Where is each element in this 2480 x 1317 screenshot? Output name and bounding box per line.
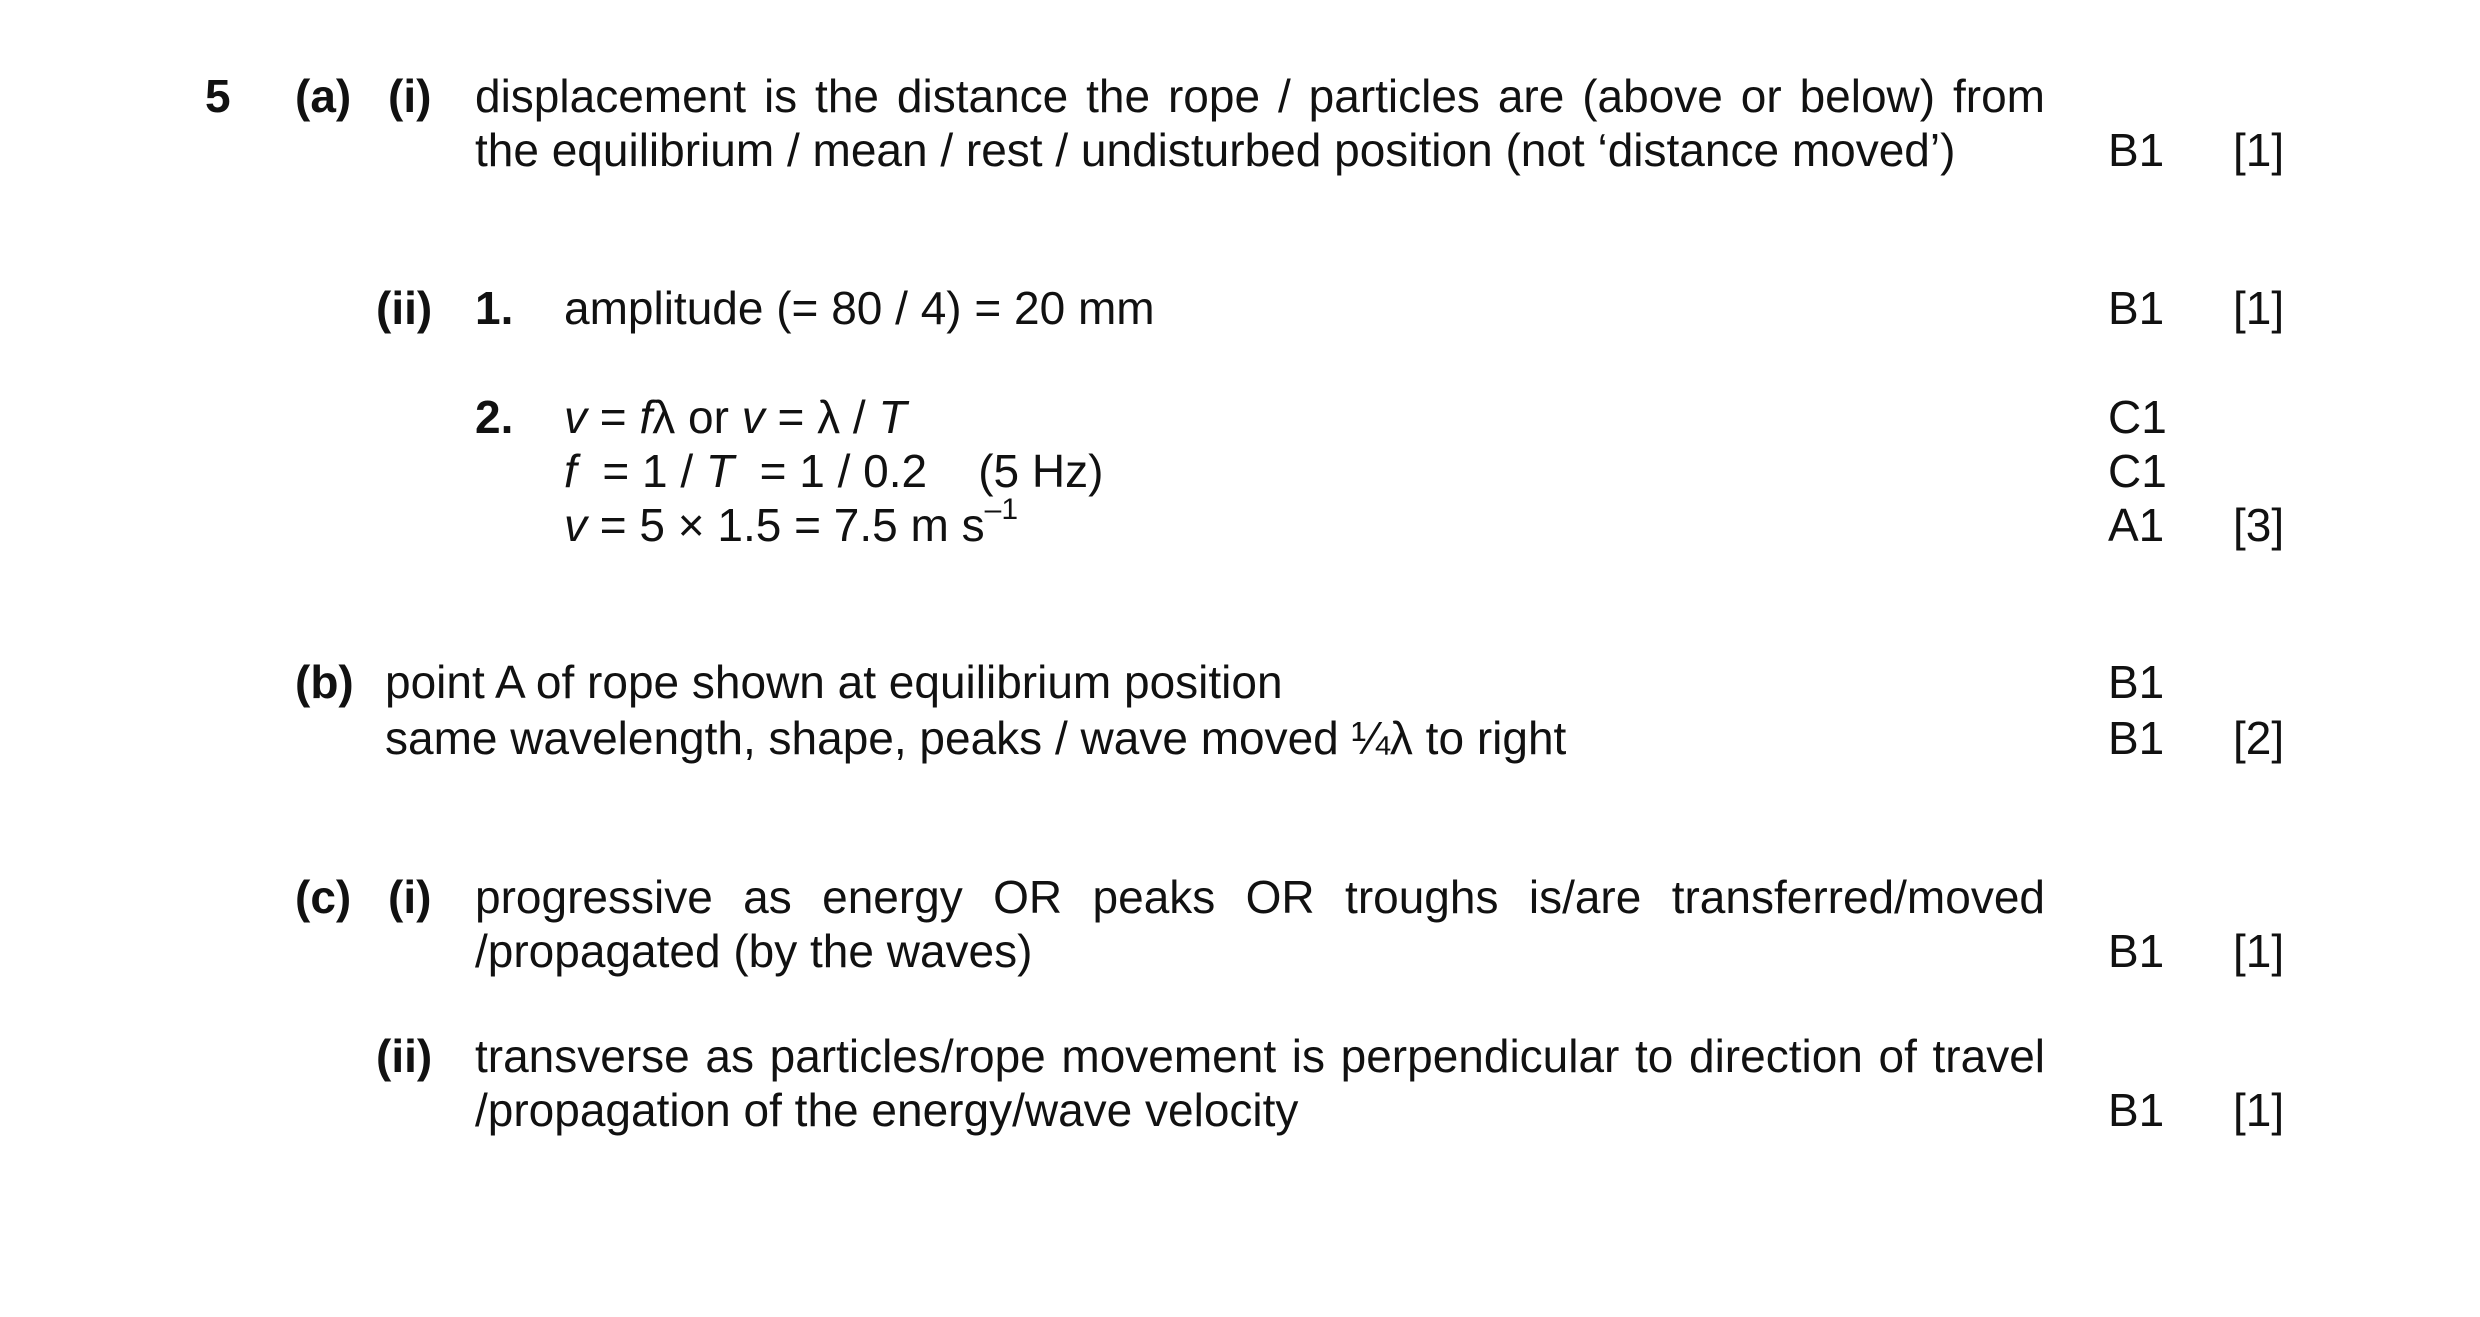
symbol-T: T [878, 391, 907, 443]
frequency-eq: = 1 / [576, 445, 706, 497]
slash: / [840, 391, 879, 443]
part-c-ii-line2: /propagation of the energy/wave velocity [475, 1084, 1299, 1136]
part-a-i-total: [1] [2233, 124, 2285, 176]
amplitude-answer: amplitude (= 80 / 4) = 20 mm [564, 282, 1155, 334]
symbol-v: v [741, 391, 765, 443]
part-c-ii-label: (ii) [376, 1030, 433, 1082]
part-c-i-label: (i) [388, 871, 432, 923]
part-c-ii-mark: B1 [2108, 1084, 2165, 1136]
question-number: 5 [205, 70, 231, 122]
part-a-label: (a) [295, 70, 352, 122]
part-a-ii-item1-num: 1. [475, 282, 514, 334]
part-c-i-line2: /propagated (by the waves) [475, 925, 1033, 977]
part-a-i-line2: the equilibrium / mean / rest / undisturbed position (not ‘distance moved’) [475, 124, 1956, 176]
equals-sign: = [587, 391, 640, 443]
part-c-ii-total: [1] [2233, 1084, 2285, 1136]
part-a-i-label: (i) [388, 70, 432, 122]
part-a-i-mark: B1 [2108, 124, 2165, 176]
frequency-result: = 1 / 0.2 (5 Hz) [734, 445, 1104, 497]
symbol-v: v [564, 499, 587, 551]
amplitude-mark: B1 [2108, 282, 2165, 334]
speed-line [564, 492, 1019, 552]
or-text: or [675, 391, 742, 443]
part-c-i-total: [1] [2233, 925, 2285, 977]
part-b-mark2: B1 [2108, 712, 2165, 764]
part-a-ii-label: (ii) [376, 282, 433, 334]
part-c-label: (c) [295, 871, 352, 923]
part-a-i-line1: displacement is the distance the rope / particles are (above or below) from [475, 70, 2045, 122]
part-c-i-line1: progressive as energy OR peaks OR troughs is/are transferred/moved [475, 871, 2045, 923]
speed-mark-c1: C1 [2108, 391, 2167, 443]
speed-total: [3] [2233, 499, 2285, 551]
equals-sign: = [764, 391, 818, 443]
speed-mark-c1: C1 [2108, 445, 2167, 497]
symbol-T: T [705, 445, 735, 497]
symbol-lambda: λ [652, 391, 676, 443]
wave-equation-line [564, 390, 907, 444]
part-a-ii-item2-num: 2. [475, 391, 514, 443]
frequency-line [564, 444, 1103, 498]
part-b-line2-text: same wavelength, shape, peaks / wave moved ¼ [385, 712, 1390, 764]
part-b-line2 [385, 711, 1566, 765]
symbol-f: f [564, 445, 577, 497]
part-b-label: (b) [295, 656, 354, 708]
part-b-line1: point A of rope shown at equilibrium position [385, 656, 1283, 708]
part-c-i-mark: B1 [2108, 925, 2165, 977]
part-b-line2-end: to right [1412, 712, 1567, 764]
symbol-lambda: λ [817, 391, 841, 443]
amplitude-total: [1] [2233, 282, 2285, 334]
speed-mark-a1: A1 [2108, 499, 2165, 551]
symbol-lambda: λ [1389, 712, 1413, 764]
symbol-f: f [639, 391, 653, 443]
part-c-ii-line1: transverse as particles/rope movement is perpendicular to direction of travel [475, 1030, 2045, 1082]
part-b-total: [2] [2233, 712, 2285, 764]
speed-result: = 5 × 1.5 = 7.5 m s [587, 499, 985, 551]
symbol-v: v [564, 391, 587, 443]
unit-exponent: –1 [984, 492, 1019, 526]
part-b-mark1: B1 [2108, 656, 2165, 708]
